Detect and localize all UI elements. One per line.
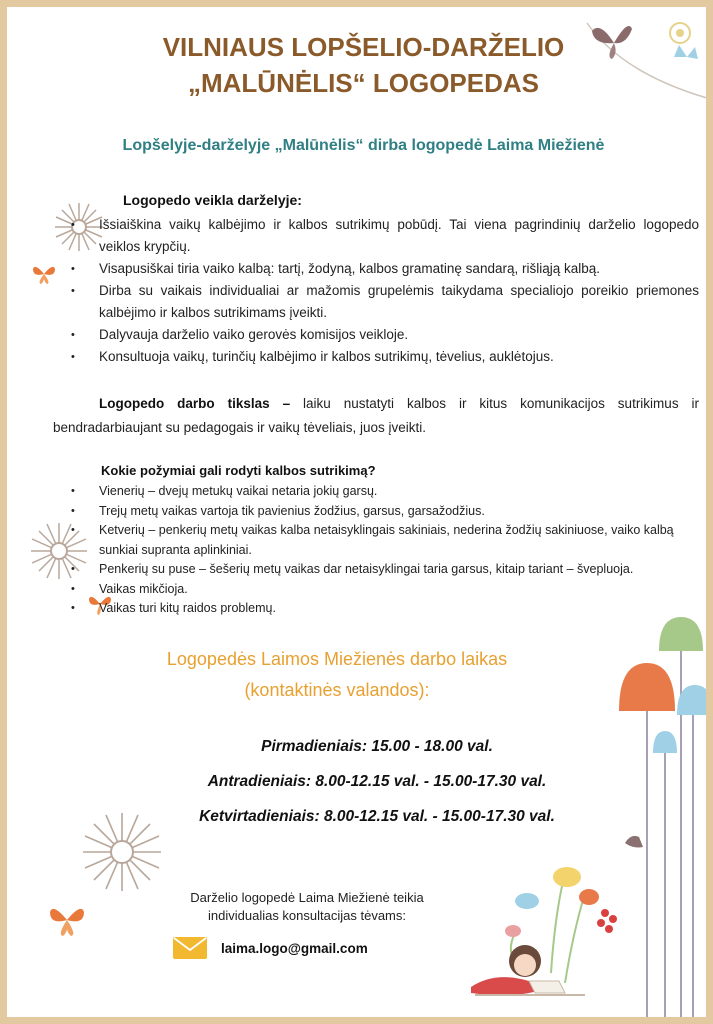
page-title (7, 29, 713, 101)
goal-paragraph (53, 392, 699, 440)
email-row (173, 937, 368, 959)
signs-heading: Kokie požymiai gali rodyti kalbos sutrikimą? (101, 463, 376, 478)
note-line-2: individualias konsultacijas tėvams: (208, 908, 406, 923)
list-item: • Trejų metų vaikas vartoja tik pavienius žodžius, garsus, garsažodžius. (71, 503, 485, 518)
note-line-1: Darželio logopedė Laima Miežienė teikia (190, 890, 424, 905)
list-item: • Konsultuoja vaikų, turinčių kalbėjimo ir kalbos sutrikimų, tėvelius, auklėtojus. (71, 349, 554, 364)
hours-title-line-1: Logopedės Laimos Miežienės darbo laikas (166, 649, 508, 669)
title-line-2: „MALŪNĖLIS“ LOGOPEDAS (187, 68, 539, 98)
list-item: • Vienerių – dvejų metukų vaikai netaria jokių garsų. (71, 484, 378, 498)
subtitle: Lopšelyje-darželyje „Malūnėlis“ dirba logopedė Laima Miežienė (122, 137, 605, 154)
list-item: • Dalyvauja darželio vaiko gerovės komisijos veikloje. (71, 327, 409, 342)
consultation-note (147, 889, 467, 925)
girl-reading-illustration-icon (455, 853, 625, 1023)
flower-decoration-icon (27, 519, 91, 583)
list-item: • Vaikas turi kitų raidos problemų. (71, 601, 276, 615)
schedule-list (7, 729, 713, 834)
title-line-1: VILNIAUS LOPŠELIO-DARŽELIO (162, 32, 565, 62)
email-link[interactable]: laima.logo@gmail.com (221, 940, 368, 956)
envelope-icon (173, 937, 207, 959)
list-item: • Visapusiškai tiria vaiko kalbą: tartį, žodyną, kalbos gramatinę sandarą, rišliąją kalbą. (71, 261, 601, 276)
hours-title (7, 644, 667, 706)
hours-title-line-2: (kontaktinės valandos): (244, 680, 430, 700)
activities-heading: Logopedo veikla darželyje: (123, 192, 302, 208)
schedule-item: Ketvirtadieniais: 8.00-12.15 val. - 15.00-17.30 val. (199, 808, 555, 825)
list-item: • Išsiaiškina vaikų kalbėjimo ir kalbos sutrikimų pobūdį. Tai viena pagrindinių darželio logopedo veiklos krypčių. (71, 217, 699, 254)
list-item: • Dirba su vaikais individualiai ar mažomis grupelėmis taikydama specialiojo poreikio priemones kalbėjimo ir kalbos sutrikimams įveikti. (71, 283, 699, 320)
signs-list (71, 482, 699, 619)
butterfly-decoration-icon (47, 903, 87, 937)
list-item: • Penkerių su puse – šešerių metų vaikas dar netaisyklingai taria garsus, kitaip tariant – švepluoja. (71, 562, 634, 576)
schedule-item: Pirmadieniais: 15.00 - 18.00 val. (261, 738, 493, 755)
butterfly-decoration-icon (31, 263, 57, 285)
goal-text: laiku nustatyti kalbos ir kitus komunikacijos sutrikimus ir bendradarbiaujant su pedagogais ir vaikų tėveliais, juos įveikti. (53, 396, 700, 435)
goal-label: Logopedo darbo tikslas – (99, 396, 291, 411)
list-item: • Vaikas mikčioja. (71, 581, 188, 596)
activities-list (71, 214, 699, 368)
list-item: • Ketverių – penkerių metų vaikas kalba netaisyklingais sakiniais, nederina žodžių sakiniuose, vaiko kalbą sunkiai supranta aplinkiniai. (71, 523, 674, 557)
schedule-item: Antradieniais: 8.00-12.15 val. - 15.00-17.30 val. (207, 773, 547, 790)
